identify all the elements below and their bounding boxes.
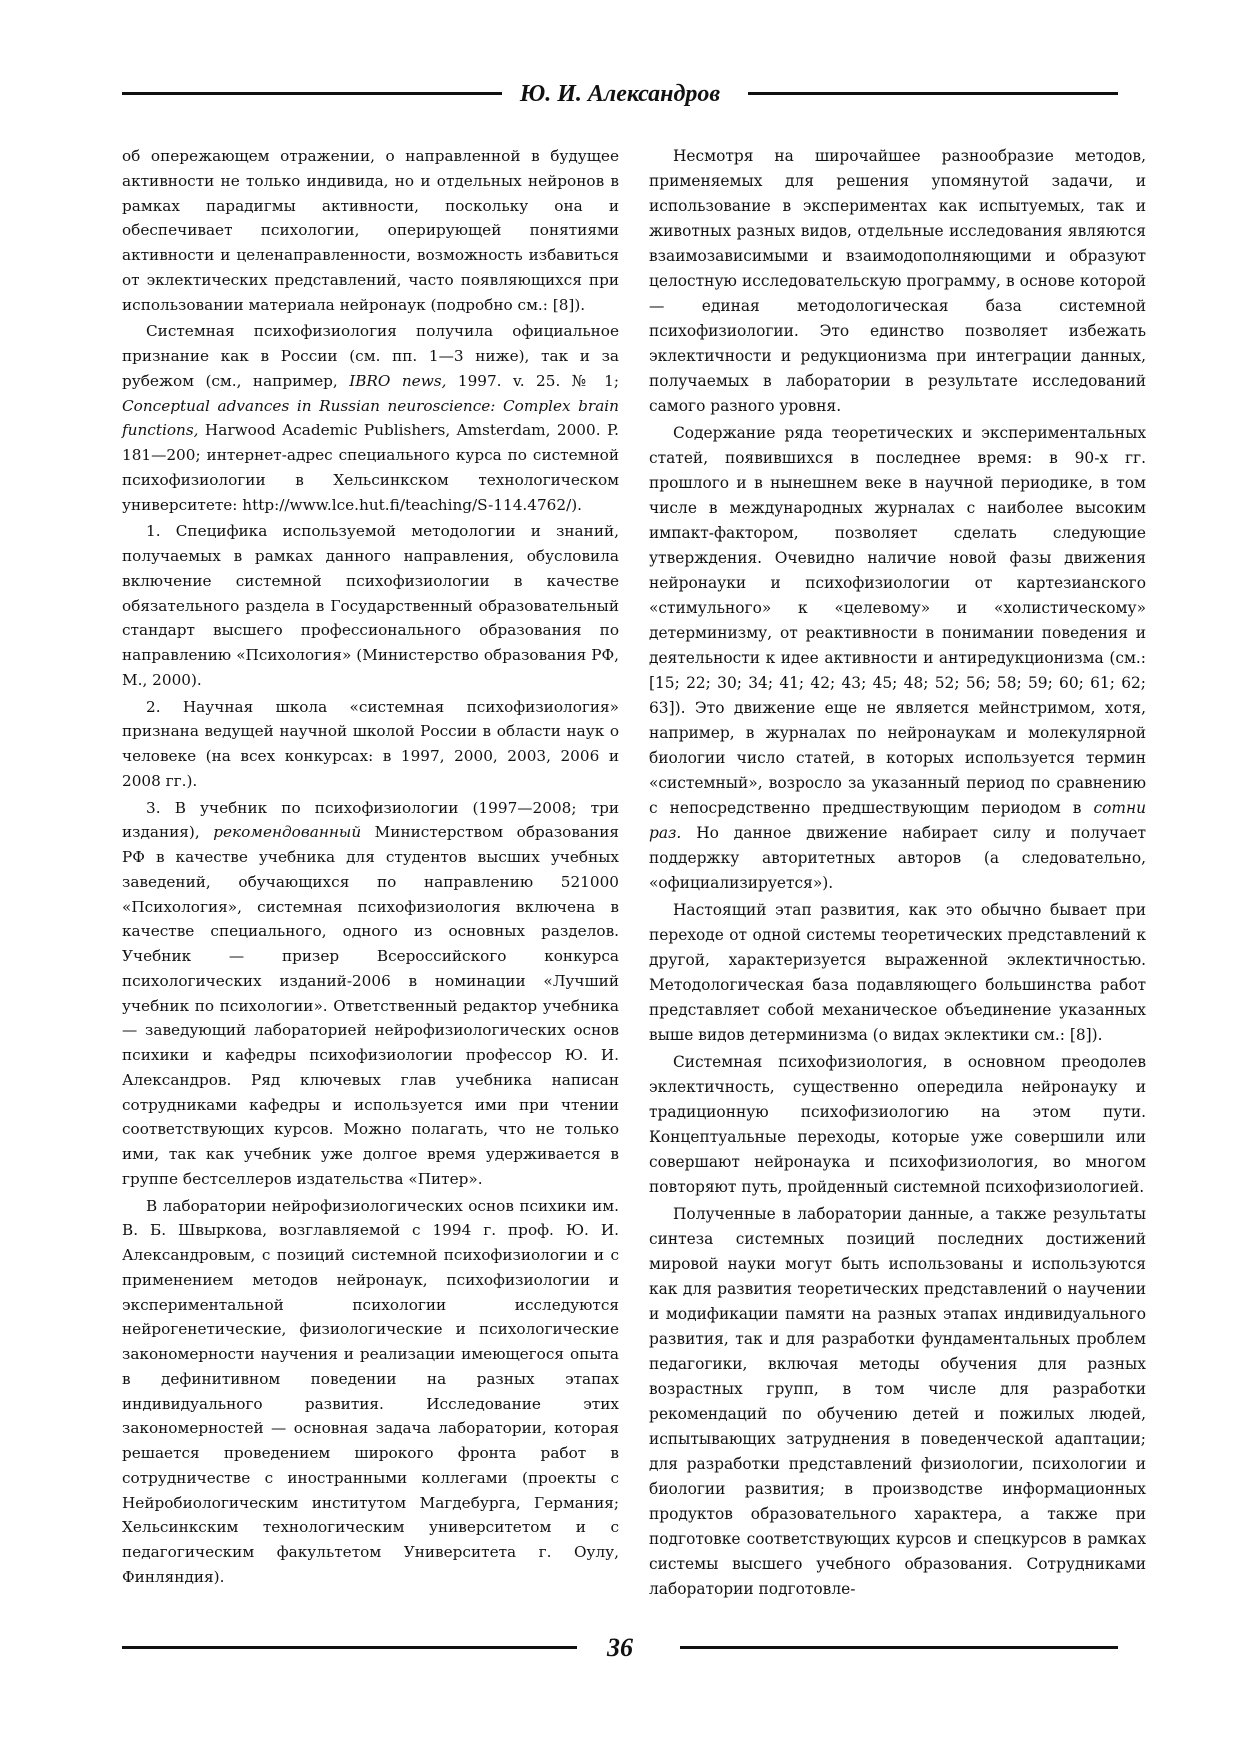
paragraph: Системная психофизиология получила официальное признание как в России (см. пп. 1—3 ниже), так и за рубежом (см., например, IBRO news, 1997. v. 25. № 1; Conceptual advances in Russian neuroscience: Complex brain functions, Harwood Academic Publishers, Amsterdam, 2000. P. 181—200; интернет-адрес специального курса по системной психофизиологии в Хельсинкском технологическом университете: http://www.lce.hut.fi/teaching/S-114.4762/). bbox=[122, 322, 620, 514]
paragraph: 2. Научная школа «системная психофизиология» признана ведущей научной школой России в области наук о человеке (на всех конкурсах: в 1997, 2000, 2003, 2006 и 2008 гг.). bbox=[122, 697, 619, 790]
paragraph: Настоящий этап развития, как это обычно бывает при переходе от одной системы теоретических представлений к другой, характеризуется выраженной эклектичностью. Методологическая база подавляющего большинства работ представляет собой механическое объединение указанных выше видов детерминизма (о видах эклектики см.: [8]). bbox=[649, 901, 1146, 1044]
footer-rule-right bbox=[680, 1646, 1118, 1649]
running-header-author: Ю. И. Александров bbox=[519, 81, 721, 107]
paragraph: В лаборатории нейрофизиологических основ психики им. В. Б. Швыркова, возглавляемой с 1994 г. проф. Ю. И. Александровым, с позиций системной психофизиологии и с применением методов нейронаук, психофизиологии и экспериментальной психологии исследуются нейрогенетические, физиологические и психологические закономерности научения и реализации имеющегося опыта в дефинитивном поведении на разных этапах индивидуального развития. Исследование этих закономерностей — основная задача лаборатории, которая решается проведением широкого фронта работ в сотрудничестве с иностранными коллегами (проекты с Нейробиологическим институтом Магдебурга, Германия; Хельсинкским технологическим университетом и с педагогическим факультетом Университета г. Оулу, Финляндия). bbox=[122, 1196, 619, 1586]
paragraph: Системная психофизиология, в основном преодолев эклектичность, существенно опередила нейронауку и традиционную психофизиологию на этом пути. Концептуальные переходы, которые уже совершили или совершают нейронаука и психофизиология, во многом повторяют путь, пройденный системной психофизиологией. bbox=[649, 1053, 1146, 1196]
paragraph: 3. В учебник по психофизиологии (1997—2008; три издания), рекомендованный Министерством образования РФ в качестве учебника для студентов высших учебных заведений, обучающихся по направлению 521000 «Психология», системная психофизиология включена в качестве специального, одного из основных разделов. Учебник — призер Всероссийского конкурса психологических изданий-2006 в номинации «Лучший учебник по психологии». Ответственный редактор учебника — заведующий лабораторией нейрофизиологических основ психики и кафедры психофизиологии профессор Ю. И. Александров. Ряд ключевых глав учебника написан сотрудниками кафедры и используется ими при чтении соответствующих курсов. Можно полагать, что не только ими, так как учебник уже долгое время удерживается в группе бестселлеров издательства «Питер». bbox=[122, 798, 619, 1188]
paragraph: 1. Специфика используемой методологии и знаний, получаемых в рамках данного направления, обусловила включение системной психофизиологии в качестве обязательного раздела в Государственный образовательный стандарт высшего профессионального образования по направлению «Психология» (Министерство образования РФ, М., 2000). bbox=[122, 522, 619, 689]
paragraph: Несмотря на широчайшее разнообразие методов, применяемых для решения упомянутой задачи, и использование в экспериментах как испытуемых, так и животных разных видов, отдельные исследования являются взаимозависимыми и взаимодополняющими и образуют целостную исследовательскую программу, в основе которой — единая методологическая база системной психофизиологии. Это единство позволяет избежать эклектичности и редукционизма при интеграции данных, получаемых в лаборатории в результате исследований самого разного уровня. bbox=[649, 147, 1146, 415]
left-column bbox=[122, 144, 619, 1592]
page-number: 36 bbox=[607, 1633, 633, 1662]
paragraph: Полученные в лаборатории данные, а также результаты синтеза системных позиций последних достижений мировой науки могут быть использованы и используются как для развития теоретических представлений о научении и модификации памяти на разных этапах индивидуального развития, так и для разработки фундаментальных проблем педагогики, включая методы обучения для разных возрастных групп, в том числе для разработки рекомендаций по обучению детей и пожилых людей, испытывающих затруднения в поведенческой адаптации; для разработки представлений физиологии, психологии и биологии развития; в производстве информационных продуктов образовательного характера, а также при подготовке соответствующих курсов и спецкурсов в рамках системы высшего учебного образования. Сотрудниками лаборатории подготовле- bbox=[649, 1205, 1146, 1598]
paragraph: Содержание ряда теоретических и экспериментальных статей, появившихся в последнее время: в 90-х гг. прошлого и в нынешнем веке в научной периодике, в том числе в международных журналах с наиболее высоким импакт-фактором, позволяет сделать следующие утверждения. Очевидно наличие новой фазы движения нейронауки и психофизиологии от картезианского «стимульного» к «целевому» и «холистическому» детерминизму, от реактивности в понимании поведения и деятельности к идее активности и антиредукционизма (см.: [15; 22; 30; 34; 41; 42; 43; 45; 48; 52; 56; 58; 59; 60; 61; 62; 63]). Это движение еще не является мейнстримом, хотя, например, в журналах по нейронаукам и молекулярной биологии число статей, в которых используется термин «системный», возросло за указанный период по сравнению с непосредственно предшествующим периодом в сотни раз. Но данное движение набирает силу и получает поддержку авторитетных авторов (а следовательно, «официализируется»). bbox=[649, 424, 1146, 892]
right-column bbox=[649, 144, 1146, 1604]
paragraph: об опережающем отражении, о направленной в будущее активности не только индивида, но и отдельных нейронов в рамках парадигмы активности, поскольку она и обеспечивает психологии, оперирующей понятиями активности и целенаправленности, возможность избавиться от эклектических представлений, часто появляющихся при использовании материала нейронаук (подробно см.: [8]). bbox=[122, 147, 619, 314]
header-rule-right bbox=[748, 92, 1118, 95]
